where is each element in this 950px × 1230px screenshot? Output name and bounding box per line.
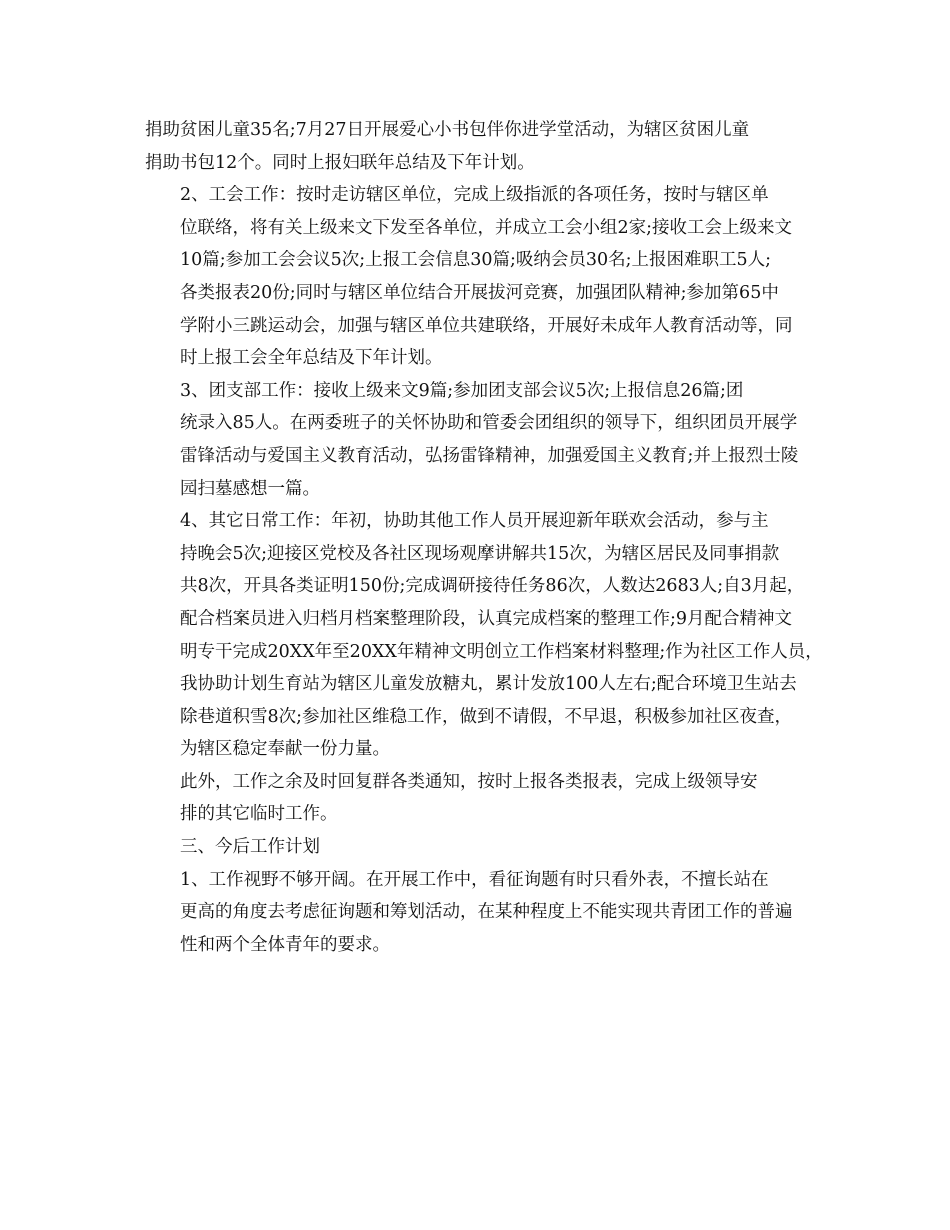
text-line: 捐助书包12个。同时上报妇联年总结及下年计划。 bbox=[145, 152, 535, 173]
text-line: 统录入85人。在两委班子的关怀协助和管委会团组织的领导下，组织团员开展学 bbox=[180, 413, 798, 434]
text-line: 捐助贫困儿童35名;7月27日开展爱心小书包伴你进学堂活动，为辖区贫困儿童 bbox=[145, 120, 750, 140]
text-line: 持晚会5次;迎接区党校及各社区现场观摩讲解共15次，为辖区居民及同事捐款 bbox=[180, 543, 780, 564]
text-line: 雷锋活动与爱国主义教育活动，弘扬雷锋精神，加强爱国主义教育;并上报烈士陵 bbox=[180, 445, 799, 466]
text-line: 为辖区稳定奉献一份力量。 bbox=[180, 739, 390, 760]
text-line: 时上报工会全年总结及下年计划。 bbox=[180, 348, 443, 369]
text-line: 1、工作视野不够开阔。在开展工作中，看征询题有时只看外表，不擅长站在 bbox=[180, 869, 769, 890]
text-line: 园扫墓感想一篇。 bbox=[180, 478, 320, 499]
paragraph-1-continuation bbox=[145, 114, 810, 179]
text-line: 此外，工作之余及时回复群各类通知，按时上报各类报表，完成上级领导安 bbox=[180, 771, 758, 792]
paragraph-other-work bbox=[145, 766, 810, 831]
heading-line: 三、今后工作计划 bbox=[180, 837, 320, 858]
text-line: 学附小三跳运动会，加强与辖区单位共建联络，开展好未成年人教育活动等，同 bbox=[180, 315, 793, 336]
text-line: 10篇;参加工会会议5次;上报工会信息30篇;吸纳会员30名;上报困难职工5人; bbox=[180, 250, 772, 271]
text-line: 排的其它临时工作。 bbox=[180, 804, 338, 825]
text-line: 共8次，开具各类证明150份;完成调研接待任务86次，人数达2683人;自3月起， bbox=[180, 576, 805, 597]
paragraph-youth-league-work bbox=[145, 375, 810, 505]
text-line: 明专干完成20XX年至20XX年精神文明创立工作档案材料整理;作为社区工作人员， bbox=[180, 641, 823, 662]
text-line: 配合档案员进入归档月档案整理阶段，认真完成档案的整理工作;9月配合精神文 bbox=[180, 608, 793, 629]
paragraph-daily-work bbox=[145, 505, 823, 766]
text-line: 各类报表20份;同时与辖区单位结合开展拔河竞赛，加强团队精神;参加第65中 bbox=[180, 282, 779, 303]
text-line: 我协助计划生育站为辖区儿童发放糖丸，累计发放100人左右;配合环境卫生站去 bbox=[180, 674, 797, 695]
text-line: 除巷道积雪8次;参加社区维稳工作，做到不请假，不早退，积极参加社区夜查， bbox=[180, 706, 793, 727]
text-line: 2、工会工作：按时走访辖区单位，完成上级指派的各项任务，按时与辖区单 bbox=[180, 185, 769, 206]
text-line: 4、其它日常工作：年初，协助其他工作人员开展迎新年联欢会活动，参与主 bbox=[180, 511, 769, 532]
text-line: 更高的角度去考虑征询题和筹划活动，在某种程度上不能实现共青团工作的普遍 bbox=[180, 902, 793, 923]
document-page bbox=[145, 114, 823, 961]
paragraph-work-vision bbox=[145, 864, 810, 962]
text-line: 性和两个全体青年的要求。 bbox=[180, 934, 390, 955]
text-line: 位联络，将有关上级来文下发至各单位，并成立工会小组2家;接收工会上级来文 bbox=[180, 217, 793, 238]
text-line: 3、团支部工作：接收上级来文9篇;参加团支部会议5次;上报信息26篇;团 bbox=[180, 380, 744, 401]
paragraph-union-work bbox=[145, 179, 810, 375]
section-heading-future-plan bbox=[145, 831, 810, 864]
